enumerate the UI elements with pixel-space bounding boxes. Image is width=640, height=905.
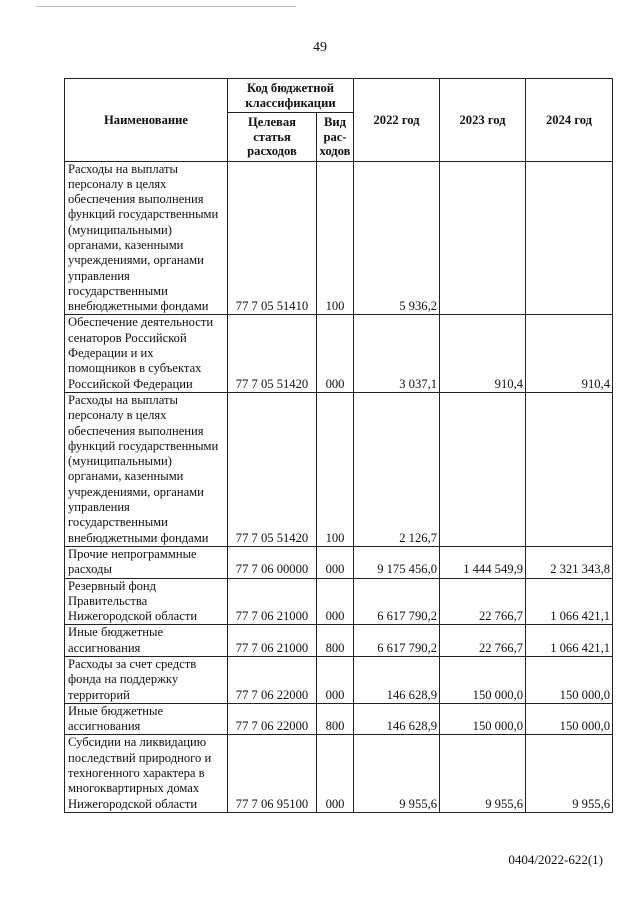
row-2024: 1 066 421,1 <box>526 625 613 657</box>
row-expense-type: 800 <box>317 625 354 657</box>
row-name: Резервный фонд Правительства Нижегородской области <box>65 578 228 625</box>
page-number: 49 <box>313 40 327 55</box>
row-2022: 6 617 790,2 <box>354 625 440 657</box>
row-expense-type: 800 <box>317 703 354 735</box>
row-target-article: 77 7 06 21000 <box>228 578 317 625</box>
header-row <box>65 79 613 113</box>
row-2024: 150 000,0 <box>526 657 613 704</box>
row-expense-type: 000 <box>317 735 354 812</box>
row-2024: 9 955,6 <box>526 735 613 812</box>
row-name: Обеспечение деятельности сенаторов Российской Федерации и их помощников в субъектах Российской Федерации <box>65 315 228 392</box>
row-2024 <box>526 161 613 315</box>
col-header-name: Наименование <box>65 79 228 162</box>
row-name: Прочие непрограммные расходы <box>65 546 228 578</box>
row-2022: 9 175 456,0 <box>354 546 440 578</box>
row-2023: 22 766,7 <box>440 625 526 657</box>
col-header-target-article: Целевая статья расходов <box>228 113 317 162</box>
col-header-expense-type: Вид рас-ходов <box>317 113 354 162</box>
row-name: Расходы на выплаты персоналу в целях обеспечения выполнения функций государственными (муниципальными) органами, казенными учреждениями, органами управления государственными внебюджетными фондами <box>65 392 228 546</box>
row-target-article: 77 7 06 00000 <box>228 546 317 578</box>
row-target-article: 77 7 06 95100 <box>228 735 317 812</box>
document-number: 0404/2022-622(1) <box>508 852 603 867</box>
row-2024: 150 000,0 <box>526 703 613 735</box>
col-header-2024: 2024 год <box>526 79 613 162</box>
row-target-article: 77 7 06 22000 <box>228 657 317 704</box>
row-2024: 2 321 343,8 <box>526 546 613 578</box>
row-2024: 910,4 <box>526 315 613 392</box>
row-2022: 146 628,9 <box>354 703 440 735</box>
row-name: Иные бюджетные ассигнования <box>65 625 228 657</box>
table-row <box>65 657 613 704</box>
budget-table <box>64 78 613 813</box>
row-target-article: 77 7 06 21000 <box>228 625 317 657</box>
col-header-2023: 2023 год <box>440 79 526 162</box>
table-row <box>65 735 613 812</box>
table-row <box>65 392 613 546</box>
table-row <box>65 578 613 625</box>
row-expense-type: 000 <box>317 578 354 625</box>
row-2022: 2 126,7 <box>354 392 440 546</box>
table-row <box>65 625 613 657</box>
table-row <box>65 161 613 315</box>
row-2022: 146 628,9 <box>354 657 440 704</box>
row-expense-type: 000 <box>317 657 354 704</box>
row-2023: 150 000,0 <box>440 703 526 735</box>
table-row <box>65 703 613 735</box>
table-row <box>65 315 613 392</box>
row-expense-type: 000 <box>317 315 354 392</box>
row-2022: 6 617 790,2 <box>354 578 440 625</box>
row-name: Расходы на выплаты персоналу в целях обеспечения выполнения функций государственными (муниципальными) органами, казенными учреждениями, органами управления государственными внебюджетными фондами <box>65 161 228 315</box>
col-header-2022: 2022 год <box>354 79 440 162</box>
row-name: Расходы за счет средств фонда на поддержку территорий <box>65 657 228 704</box>
row-target-article: 77 7 06 22000 <box>228 703 317 735</box>
col-header-budget-code: Код бюджетной классификации <box>228 79 354 113</box>
row-expense-type: 000 <box>317 546 354 578</box>
row-name: Иные бюджетные ассигнования <box>65 703 228 735</box>
top-rule <box>36 6 296 7</box>
row-name: Субсидии на ликвидацию последствий природного и техногенного характера в многоквартирных домах Нижегородской области <box>65 735 228 812</box>
row-2022: 3 037,1 <box>354 315 440 392</box>
row-2022: 5 936,2 <box>354 161 440 315</box>
row-target-article: 77 7 05 51420 <box>228 392 317 546</box>
row-expense-type: 100 <box>317 161 354 315</box>
row-2023: 1 444 549,9 <box>440 546 526 578</box>
row-2023: 22 766,7 <box>440 578 526 625</box>
row-2024: 1 066 421,1 <box>526 578 613 625</box>
table-row <box>65 546 613 578</box>
row-target-article: 77 7 05 51420 <box>228 315 317 392</box>
row-2023 <box>440 392 526 546</box>
row-2022: 9 955,6 <box>354 735 440 812</box>
row-expense-type: 100 <box>317 392 354 546</box>
row-2023: 9 955,6 <box>440 735 526 812</box>
row-2023: 910,4 <box>440 315 526 392</box>
row-target-article: 77 7 05 51410 <box>228 161 317 315</box>
row-2023: 150 000,0 <box>440 657 526 704</box>
row-2024 <box>526 392 613 546</box>
row-2023 <box>440 161 526 315</box>
